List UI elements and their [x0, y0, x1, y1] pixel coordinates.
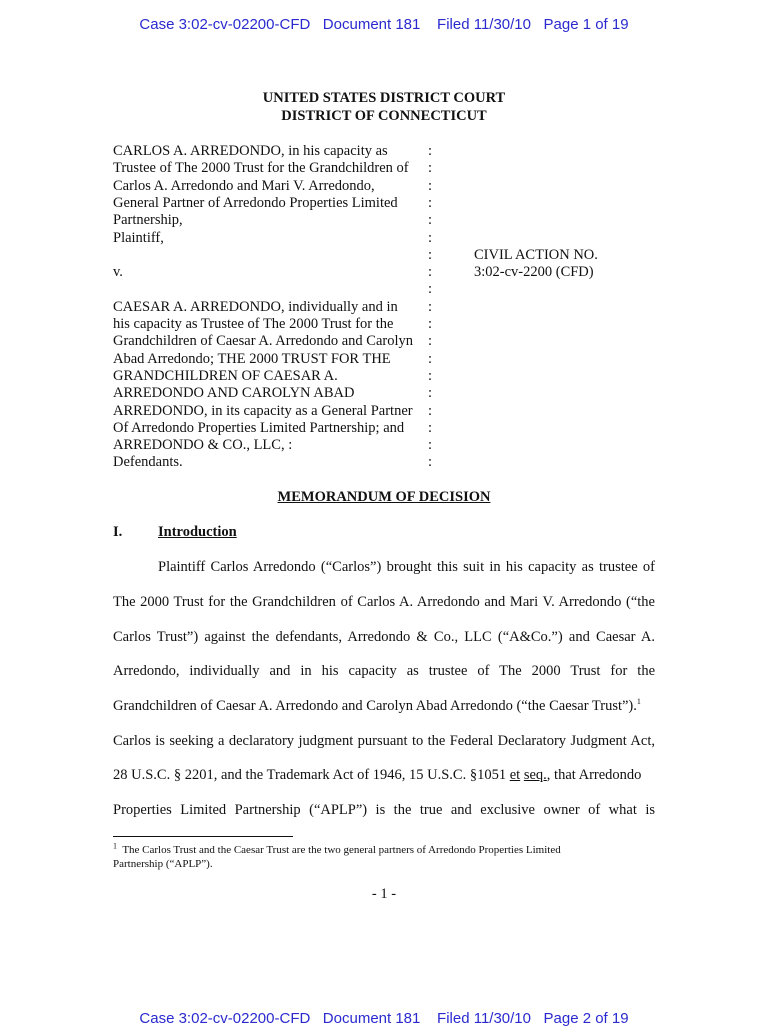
caption-colon: : — [428, 420, 433, 436]
caption-line: v. — [113, 264, 123, 280]
section-heading: Introduction — [158, 524, 237, 540]
civil-action-label: CIVIL ACTION NO. — [474, 247, 598, 263]
caption-line: CARLOS A. ARREDONDO, in his capacity as — [113, 143, 388, 159]
body-line: Carlos is seeking a declaratory judgment pursuant to the Federal Declaratory Judgment Act, — [113, 733, 655, 749]
body-line: 28 U.S.C. § 2201, and the Trademark Act of 1946, 15 U.S.C. §1051 et seq., that Arredondo — [113, 767, 642, 783]
next-page-header: Case 3:02-cv-02200-CFD Document 181 Filed 11/30/10 Page 2 of 19 — [139, 1010, 629, 1027]
court-name: UNITED STATES DISTRICT COURT — [262, 90, 506, 106]
caption-line: ARREDONDO & CO., LLC, : — [113, 437, 293, 453]
body-line: Grandchildren of Caesar A. Arredondo and Carolyn Abad Arredondo (“the Caesar Trust”).$^1$ — [113, 697, 641, 714]
caption-line: Abad Arredondo; THE 2000 TRUST FOR THE — [113, 351, 391, 367]
caption-line: ARREDONDO, in its capacity as a General Partner — [113, 403, 413, 419]
body-line: The 2000 Trust for the Grandchildren of Carlos A. Arredondo and Mari V. Arredondo (“the — [113, 594, 655, 610]
document-title: MEMORANDUM OF DECISION — [277, 489, 491, 505]
caption-colon: : — [428, 454, 433, 470]
caption-line: Grandchildren of Caesar A. Arredondo and Carolyn — [113, 333, 413, 349]
civil-action-number: 3:02-cv-2200 (CFD) — [474, 264, 594, 280]
caption-line: CAESAR A. ARREDONDO, individually and in — [113, 299, 398, 315]
caption-line: Partnership, — [113, 212, 183, 228]
caption-colon: : — [428, 299, 433, 315]
caption-line: General Partner of Arredondo Properties Limited — [113, 195, 398, 211]
caption-colon: : — [428, 333, 433, 349]
footnote-line: Partnership (“APLP”). — [113, 858, 213, 870]
caption-colon: : — [428, 437, 433, 453]
court-district: DISTRICT OF CONNECTICUT — [281, 108, 487, 124]
caption-colon: : — [428, 195, 433, 211]
caption-colon: : — [428, 351, 433, 367]
caption-line: GRANDCHILDREN OF CAESAR A. — [113, 368, 338, 384]
caption-line: ARREDONDO AND CAROLYN ABAD — [113, 385, 355, 401]
caption-colon: : — [428, 368, 433, 384]
body-line: Arredondo, individually and in his capacity as trustee of The 2000 Trust for the — [113, 663, 655, 679]
caption-line: Plaintiff, — [113, 230, 164, 246]
footnote-ref: 1 — [636, 697, 641, 707]
body-line: Properties Limited Partnership (“APLP”) is the true and exclusive owner of what is — [113, 802, 655, 818]
body-line: Plaintiff Carlos Arredondo (“Carlos”) brought this suit in his capacity as trustee of — [158, 559, 655, 575]
page-number: - 1 - — [371, 886, 397, 902]
caption-line: Defendants. — [113, 454, 183, 470]
caption-colon: : — [428, 160, 433, 176]
body-line: Carlos Trust”) against the defendants, Arredondo & Co., LLC (“A&Co.”) and Caesar A. — [113, 629, 655, 645]
caption-line: Of Arredondo Properties Limited Partnership; and — [113, 420, 405, 436]
footnote-divider — [113, 836, 293, 837]
caption-colon: : — [428, 230, 433, 246]
caption-colon: : — [428, 212, 433, 228]
caption-line: his capacity as Trustee of The 2000 Trust for the — [113, 316, 394, 332]
caption-colon: : — [428, 247, 433, 263]
caption-colon: : — [428, 143, 433, 159]
caption-colon: : — [428, 281, 433, 297]
caption-colon: : — [428, 385, 433, 401]
section-number: I. — [113, 524, 123, 540]
caption-line: Carlos A. Arredondo and Mari V. Arredondo, — [113, 178, 375, 194]
caption-colon: : — [428, 403, 433, 419]
caption-colon: : — [428, 316, 433, 332]
footnote-line: $^1$ The Carlos Trust and the Caesar Trust are the two general partners of Arredondo Properties Limited — [113, 841, 561, 856]
case-header: Case 3:02-cv-02200-CFD Document 181 Filed 11/30/10 Page 1 of 19 — [139, 16, 629, 33]
caption-line: Trustee of The 2000 Trust for the Grandchildren of — [113, 160, 409, 176]
caption-colon: : — [428, 264, 433, 280]
caption-colon: : — [428, 178, 433, 194]
